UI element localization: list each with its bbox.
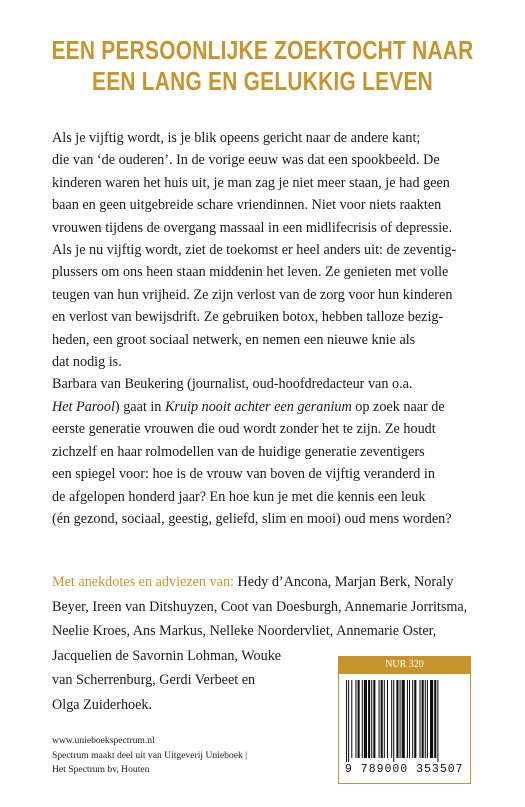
blurb-line: dat nodig is. <box>52 354 122 371</box>
blurb-line: kinderen waren het huis uit, je man zag je niet meer staan, je had geen <box>52 174 450 191</box>
blurb-fragment: ) gaat in <box>114 398 165 415</box>
contributors-line: Jacquelien de Savornin Lohman, Wouke <box>52 647 282 664</box>
blurb-line: eerste generatie vrouwen die oud wordt zonder het te zijn. Ze houdt <box>52 421 436 438</box>
barcode-bar <box>379 680 380 758</box>
barcode-bar <box>427 680 428 758</box>
barcode-bar <box>407 680 408 758</box>
barcode-bar <box>422 680 424 758</box>
barcode-bar <box>381 680 383 758</box>
blurb-line: Barbara van Beukering (journalist, oud-hoofdredacteur van o.a. <box>52 376 413 393</box>
barcode-bar <box>412 680 413 758</box>
barcode-bar <box>346 680 347 762</box>
barcode-bars <box>345 680 466 762</box>
barcode-bar <box>348 680 349 762</box>
barcode-bar <box>371 680 372 758</box>
contributors-line <box>52 570 482 595</box>
contributors-names: Hedy d’Ancona, Marjan Berk, Noraly <box>234 574 454 590</box>
contributors-line: Olga Zuiderhoek. <box>52 696 153 713</box>
nur-code-label: NUR 320 <box>338 656 471 673</box>
newspaper-title: Het Parool <box>52 398 115 415</box>
barcode-bar <box>368 680 370 758</box>
blurb-line: de afgelopen honderd jaar? En hoe kun je met die kennis een leuk <box>52 488 426 505</box>
blurb-line: en verlost van bewijsdrift. Ze gebruiken botox, hebben talloze bezig- <box>52 309 444 326</box>
blurb-line: heden, een groot sociaal netwerk, en nemen een nieuwe knie als <box>52 331 416 348</box>
book-title: Kruip nooit achter een geranium <box>164 398 352 415</box>
barcode-bar <box>420 680 421 758</box>
heading-line-1: EEN PERSOONLIJKE ZOEKTOCHT NAAR <box>51 37 474 65</box>
barcode-bar <box>437 680 438 762</box>
contributors-line: Neelie Kroes, Ans Markus, Nelleke Noordervliet, Annemarie Oster, <box>52 623 437 639</box>
cover-heading <box>47 36 478 98</box>
publisher-line: Spectrum maakt deel uit van Uitgeverij Unieboek | <box>52 749 248 761</box>
blurb-line-titles <box>52 396 472 418</box>
barcode-bar <box>355 680 356 758</box>
blurb-line: vrouwen tijdens de overgang massaal in een midlifecrisis of depressie. <box>52 219 453 236</box>
barcode-bar <box>387 680 388 758</box>
blurb-fragment: op zoek naar de <box>351 398 445 415</box>
barcode-bar <box>434 680 436 758</box>
blurb-line: Als je nu vijftig wordt, ziet de toekomst er heel anders uit: de zeventig- <box>52 242 457 259</box>
barcode <box>338 673 471 784</box>
barcode-bar <box>425 680 426 758</box>
barcode-bar <box>402 680 405 758</box>
heading-line-2: EEN LANG EN GELUKKIG LEVEN <box>92 68 433 96</box>
blurb-line: (én gezond, sociaal, geestig, geliefd, slim en mooi) oud mens worden? <box>52 510 452 527</box>
blurb-line: teugen van hun vrijheid. Ze zijn verlost van de zorg voor hun kinderen <box>52 286 453 303</box>
barcode-bar <box>358 680 360 758</box>
blurb-text <box>52 127 472 530</box>
barcode-bar <box>364 680 367 758</box>
barcode-bar <box>373 680 375 758</box>
contributors-line: van Scherrenburg, Gerdi Verbeet en <box>52 672 256 688</box>
barcode-bar <box>384 680 385 758</box>
barcode-bar <box>414 680 416 758</box>
contributors-line: Beyer, Ireen van Ditshuyzen, Coot van Doesburgh, Annemarie Jorritsma, <box>52 598 468 615</box>
barcode-bar <box>409 680 410 758</box>
blurb-line: zichzelf en haar rolmodellen van de huidige generatie zeventigers <box>52 443 425 460</box>
barcode-bar <box>430 680 433 758</box>
barcode-bar <box>362 680 363 758</box>
barcode-bar <box>393 680 394 762</box>
blurb-line: Als je vijftig wordt, is je blik opeens gericht naar de andere kant; <box>52 130 421 146</box>
blurb-line: die van ‘de ouderen’. In de vorige eeuw was dat een spookbeeld. De <box>52 152 440 169</box>
barcode-bar <box>396 680 398 758</box>
contributors-intro: Met anekdotes en adviezen van: <box>52 574 234 590</box>
blurb-line: baan en geen uitgebreide schare vriendinnen. Niet voor niets raakten <box>52 197 442 214</box>
barcode-bar <box>391 680 392 758</box>
publisher-footer <box>52 734 247 778</box>
isbn-number: 9 789000 353507 <box>345 763 464 776</box>
barcode-bar <box>400 680 401 758</box>
publisher-url[interactable]: www.unieboekspectrum.nl <box>52 735 155 746</box>
blurb-line: een spiegel voor: hoe is de vrouw van boven de vijftig veranderd in <box>52 466 435 483</box>
publisher-line: Het Spectrum bv, Houten <box>52 764 150 776</box>
barcode-bar <box>351 680 352 758</box>
blurb-line: plussers om ons heen staan middenin het leven. Ze genieten met volle <box>52 264 449 281</box>
